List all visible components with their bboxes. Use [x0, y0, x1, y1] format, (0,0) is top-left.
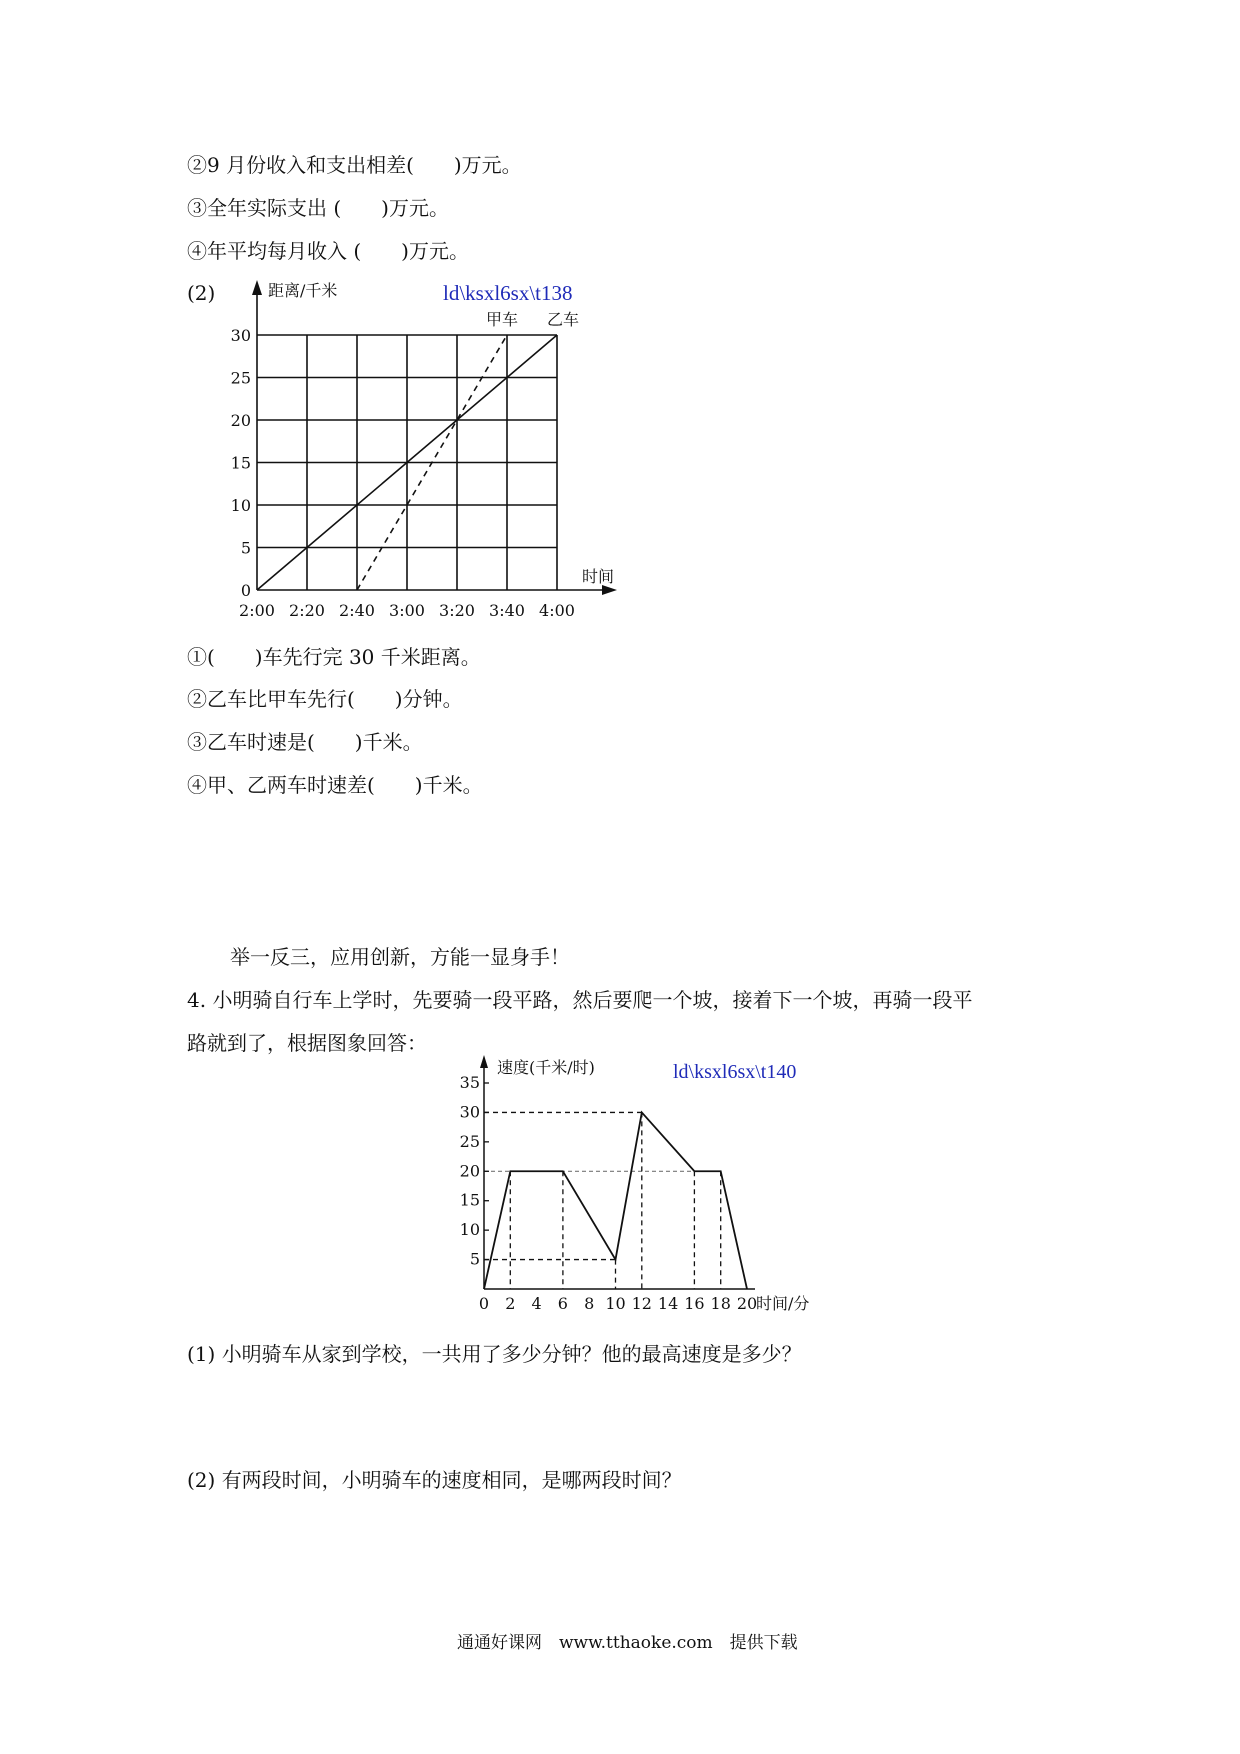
x-axis-label: 时间 — [582, 567, 615, 586]
question-4: ④年平均每月收入 ( )万元。 — [187, 239, 469, 263]
problem4-question-2: (2) 有两段时间，小明骑车的速度相同，是哪两段时间？ — [187, 1468, 682, 1492]
y-tick-label: 0 — [240, 581, 251, 600]
x-tick-label: 2 — [505, 1294, 516, 1313]
question-3: ③全年实际支出 ( )万元。 — [187, 196, 449, 220]
y-axis-label: 距离/千米 — [268, 281, 338, 300]
x-tick-label: 4 — [531, 1294, 542, 1313]
x-tick-label: 6 — [557, 1294, 568, 1313]
part2-question-4: ④甲、乙两车时速差( )千米。 — [187, 773, 483, 797]
x-tick-label: 3:00 — [389, 601, 425, 620]
y-tick-label: 30 — [459, 1102, 480, 1122]
y-axis-arrow — [252, 280, 262, 295]
question-2: ②9 月份收入和支出相差( )万元。 — [187, 153, 522, 177]
y-tick-label: 25 — [230, 368, 251, 388]
x-tick-label: 16 — [684, 1294, 705, 1313]
problem4-question-1: (1) 小明骑车从家到学校，一共用了多少分钟？他的最高速度是多少？ — [187, 1342, 802, 1366]
series-label: 乙车 — [546, 310, 580, 329]
x-tick-label: 8 — [584, 1294, 595, 1313]
distance-time-chart — [0, 0, 1240, 640]
x-tick-label: 3:20 — [439, 601, 475, 620]
x-tick-label: 12 — [631, 1294, 652, 1313]
y-tick-label: 15 — [459, 1190, 480, 1210]
y-tick-label: 35 — [459, 1073, 480, 1092]
x-tick-label: 14 — [657, 1294, 679, 1313]
x-tick-label: 10 — [605, 1294, 626, 1313]
problem4-line1: 4. 小明骑自行车上学时，先要骑一段平路，然后要爬一个坡，接着下一个坡，再骑一段平 — [187, 988, 973, 1012]
y-tick-label: 20 — [230, 411, 251, 430]
y-tick-label: 15 — [230, 453, 251, 473]
y-tick-label: 30 — [230, 326, 251, 345]
x-tick-label: 0 — [478, 1294, 490, 1313]
y-tick-label: 10 — [459, 1220, 480, 1240]
source-tag: ld\ksxl6sx\t138 — [443, 281, 573, 305]
x-tick-label: 20 — [736, 1294, 758, 1313]
source-tag-2: ld\ksxl6sx\t140 — [673, 1061, 797, 1083]
footer: 通通好课网 www.tthaoke.com 提供下载 — [457, 1633, 798, 1653]
part2-question-2: ②乙车比甲车先行( )分钟。 — [187, 687, 463, 711]
x-axis-label: 时间/分 — [756, 1294, 810, 1313]
x-tick-label: 4:00 — [539, 601, 575, 620]
speed-time-chart — [0, 1040, 1240, 1330]
x-axis-arrow — [602, 585, 617, 595]
motto: 举一反三，应用创新，方能一显身手！ — [230, 945, 570, 969]
part2-question-1: ①( )车先行完 30 千米距离。 — [187, 645, 481, 669]
y-tick-label: 10 — [230, 496, 251, 515]
y-tick-label: 5 — [240, 538, 251, 558]
y-tick-label: 25 — [459, 1131, 480, 1151]
x-tick-label: 2:00 — [239, 601, 275, 620]
problem4-line2: 路就到了，根据图象回答： — [187, 1031, 427, 1055]
x-tick-label: 2:40 — [339, 601, 375, 620]
part-number: (2) — [187, 281, 216, 305]
y-axis-arrow — [480, 1055, 488, 1068]
x-tick-label: 2:20 — [289, 601, 325, 620]
y-tick-label: 5 — [469, 1249, 480, 1269]
y-tick-label: 20 — [459, 1161, 480, 1181]
part2-question-3: ③乙车时速是( )千米。 — [187, 730, 423, 754]
series-label: 甲车 — [485, 310, 519, 329]
x-tick-label: 3:40 — [489, 601, 525, 620]
y-axis-label: 速度(千米/时) — [497, 1058, 595, 1077]
x-tick-label: 18 — [710, 1294, 731, 1313]
